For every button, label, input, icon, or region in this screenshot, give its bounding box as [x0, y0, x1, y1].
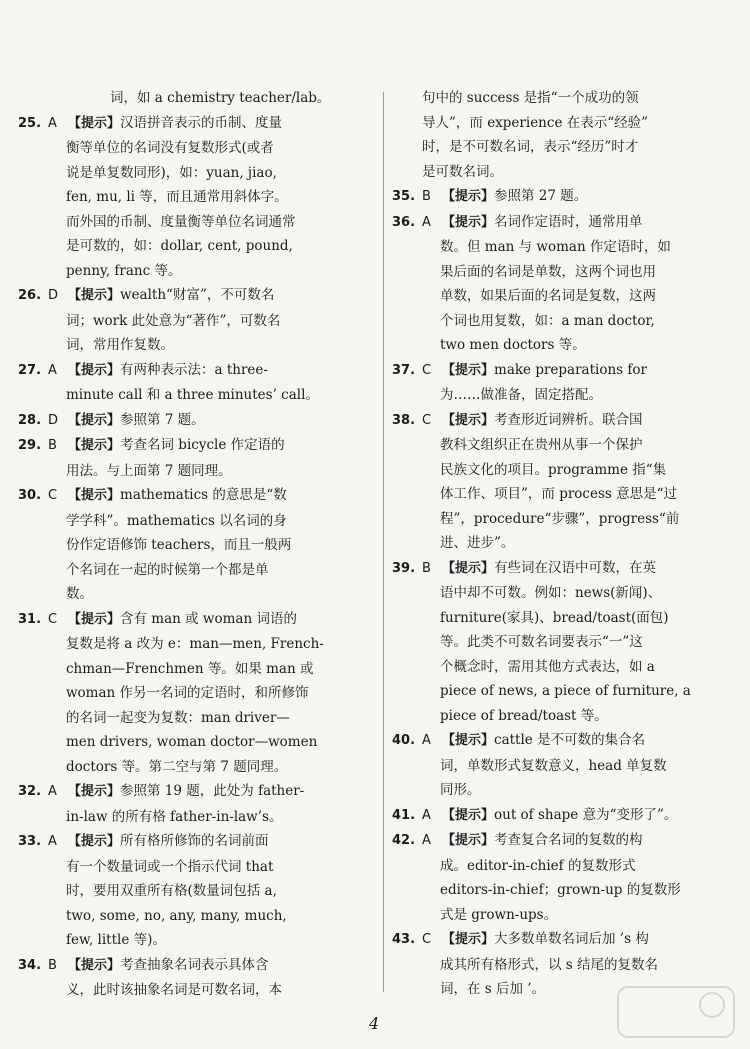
answer-letter: C [422, 362, 432, 378]
answer-item-39 [392, 556, 696, 729]
line-text: cattle 是不可数的集合名 [494, 732, 646, 748]
line-text: 大多数单数名词后加 ’s 构 [494, 931, 649, 947]
question-number: 34. [18, 957, 42, 973]
text-line [392, 828, 696, 854]
line-text: 式是 grown-ups。 [440, 906, 558, 923]
answer-continuation [392, 86, 696, 184]
text-line [18, 953, 374, 979]
question-number: 25. [18, 115, 42, 131]
text-line [18, 533, 374, 558]
line-text: 词，常用作复数。 [66, 337, 174, 353]
text-line [392, 679, 696, 704]
line-text: 有两种表示法：a three- [120, 361, 268, 378]
line-text: 数。 [66, 586, 93, 602]
answer-letter: B [48, 438, 57, 453]
text-line [392, 903, 696, 928]
line-text: 词；work 此处意为“著作”，可数名 [66, 312, 281, 329]
text-line [18, 358, 374, 384]
watermark-logo [616, 983, 736, 1041]
text-line [392, 210, 696, 236]
text-line [392, 556, 696, 582]
text-line [392, 86, 696, 111]
hint-tag: 【提示】 [68, 488, 121, 503]
hint-tag: 【提示】 [68, 412, 121, 428]
line-text: 民族文化的项目。programme 指“集 [440, 461, 667, 478]
answer-item-42 [392, 828, 696, 927]
line-text: 考查抽象名词表示具体含 [120, 956, 269, 973]
line-text: two, some, no, any, many, much, [66, 907, 287, 924]
question-number: 27. [18, 362, 42, 378]
line-text: 单数，如果后面的名词是复数，这两 [440, 288, 656, 304]
text-line [18, 582, 374, 607]
text-line [18, 855, 374, 880]
right-column [392, 86, 696, 1002]
text-line [18, 928, 374, 953]
line-text: 说是单复数同形)，如：yuan, jiao, [66, 164, 277, 181]
question-number: 36. [392, 214, 416, 230]
line-text: 考查形近词辨析。联合国 [494, 411, 643, 428]
line-text: fen, mu, li 等，而且通常用斜体字。 [66, 189, 288, 205]
line-text: editors-in-chief；grown-up 的复数形 [440, 882, 681, 898]
text-line [18, 607, 374, 633]
line-text: 参照第 7 题。 [120, 411, 205, 428]
text-line [18, 805, 374, 830]
line-text: 参照第 19 题，此处为 father- [120, 783, 305, 799]
answer-letter: C [422, 412, 432, 428]
answer-continuation [18, 86, 374, 111]
text-line [392, 358, 696, 384]
line-text: 而外国的币制、度量衡等单位名词通常 [66, 213, 296, 230]
question-number: 42. [392, 833, 416, 848]
hint-tag: 【提示】 [68, 957, 121, 973]
text-line [18, 829, 374, 855]
text-line [392, 433, 696, 458]
hint-tag: 【提示】 [442, 833, 495, 848]
text-line [392, 531, 696, 556]
hint-tag: 【提示】 [68, 834, 121, 849]
text-line [392, 630, 696, 655]
hint-tag: 【提示】 [442, 932, 495, 947]
hint-tag: 【提示】 [68, 362, 121, 378]
question-number: 41. [392, 807, 416, 823]
text-line [18, 283, 374, 309]
line-text: 句中的 success 是指“一个成功的领 [422, 90, 639, 106]
text-line [18, 558, 374, 583]
line-text: 同形。 [440, 782, 481, 798]
line-text: chman—Frenchmen 等。如果 man 或 [66, 660, 314, 677]
line-text: 时，要用双重所有格(数量词包括 a, [66, 883, 277, 899]
line-text: 成。editor-in-chief 的复数形式 [440, 857, 636, 874]
line-text: 考查名词 bicycle 作定语的 [120, 437, 285, 453]
text-line [392, 507, 696, 532]
answer-letter: B [422, 560, 431, 576]
line-text: out of shape 意为“变形了”。 [494, 806, 678, 823]
line-text: 考查复合名词的复数的构 [494, 832, 643, 848]
question-number: 26. [18, 288, 42, 303]
line-text: 所有格所修饰的名词前面 [120, 833, 269, 849]
question-number: 39. [392, 560, 416, 576]
left-column [18, 86, 374, 1003]
line-text: 用法。与上面第 7 题同理。 [66, 462, 232, 479]
line-text: 是可数的，如：dollar, cent, pound, [66, 238, 293, 254]
answer-letter: C [422, 932, 432, 947]
line-text: 义，此时该抽象名词是可数名词，本 [66, 982, 282, 998]
answer-letter: A [48, 362, 57, 378]
text-line [392, 111, 696, 136]
text-line [18, 904, 374, 929]
answer-item-31 [18, 607, 374, 780]
line-text: 衡等单位的名词没有复数形式(或者 [66, 140, 274, 156]
text-line [18, 333, 374, 358]
line-text: 程”，procedure“步骤”，progress“前 [440, 510, 680, 527]
text-line [18, 509, 374, 534]
text-line [392, 333, 696, 358]
answer-letter: A [48, 115, 57, 131]
answer-item-41 [392, 803, 696, 829]
line-text: 体工作、项目”，而 process 意思是“过 [440, 486, 678, 502]
line-text: 词，单数形式复数意义，head 单复数 [440, 757, 667, 774]
text-line [18, 408, 374, 434]
text-line [392, 408, 696, 434]
text-line [392, 953, 696, 978]
text-line [392, 160, 696, 185]
answer-item-27 [18, 358, 374, 408]
question-number: 30. [18, 488, 42, 503]
text-line [18, 779, 374, 805]
hint-tag: 【提示】 [442, 733, 495, 748]
line-text: penny, franc 等。 [66, 262, 182, 279]
answer-item-34 [18, 953, 374, 1003]
line-text: 是可数名词。 [422, 163, 503, 180]
answer-letter: A [422, 214, 431, 230]
question-number: 29. [18, 438, 42, 453]
answer-item-29 [18, 433, 374, 483]
answer-letter: C [48, 611, 58, 627]
text-line [392, 854, 696, 879]
question-number: 38. [392, 412, 416, 428]
line-text: few, little 等)。 [66, 932, 166, 948]
answer-item-38 [392, 408, 696, 556]
hint-tag: 【提示】 [442, 362, 495, 378]
answer-item-33 [18, 829, 374, 953]
line-text: woman 作另一名词的定语时，和所修饰 [66, 685, 309, 701]
line-text: 成其所有格形式，以 s 结尾的复数名 [440, 956, 659, 973]
line-text: in-law 的所有格 father-in-law’s。 [66, 808, 283, 825]
line-text: 词，在 s 后加 ’。 [440, 981, 546, 997]
text-line [392, 383, 696, 408]
line-text: 名词作定语时，通常用单 [494, 213, 643, 230]
text-line [392, 309, 696, 334]
question-number: 37. [392, 362, 416, 378]
line-text: 学学科”。mathematics 以名词的身 [66, 512, 287, 529]
question-number: 28. [18, 412, 42, 428]
text-line [18, 210, 374, 235]
text-line [392, 284, 696, 309]
text-line [18, 632, 374, 657]
text-line [392, 878, 696, 903]
line-text: 有些词在汉语中可数，在英 [494, 559, 657, 576]
line-text: 语中却不可数。例如：news(新闻)、 [440, 585, 662, 601]
text-line [18, 234, 374, 259]
line-text: 个词也用复数，如：a man doctor, [440, 312, 655, 329]
hint-tag: 【提示】 [442, 214, 495, 230]
answer-letter: A [422, 807, 431, 823]
line-text: 果后面的名词是单数，这两个词也用 [440, 263, 656, 280]
answer-letter: A [48, 834, 57, 849]
text-line [18, 459, 374, 484]
question-number: 32. [18, 784, 42, 799]
text-line [18, 755, 374, 780]
text-line [18, 657, 374, 682]
line-text: 的名词一起变为复数：man driver— [66, 709, 290, 726]
text-line [18, 879, 374, 904]
line-text: 词，如 a chemistry teacher/lab。 [110, 90, 331, 106]
line-text: 等。此类不可数名词要表示“一”这 [440, 634, 643, 650]
line-text: make preparations for [494, 361, 647, 378]
question-number: 33. [18, 834, 42, 849]
answer-letter: A [48, 784, 57, 799]
hint-tag: 【提示】 [68, 784, 121, 799]
hint-tag: 【提示】 [442, 189, 495, 204]
line-text: 含有 man 或 woman 词语的 [120, 610, 297, 627]
text-line [18, 706, 374, 731]
answer-letter: A [422, 733, 431, 748]
text-line [18, 483, 374, 509]
hint-tag: 【提示】 [68, 288, 121, 303]
line-text: 为……做准备，固定搭配。 [440, 387, 602, 403]
hint-tag: 【提示】 [68, 438, 121, 453]
text-line [18, 383, 374, 408]
answer-item-30 [18, 483, 374, 607]
text-line [392, 458, 696, 483]
text-line [392, 482, 696, 507]
hint-tag: 【提示】 [442, 412, 495, 428]
text-line [18, 185, 374, 210]
text-line [392, 135, 696, 160]
text-line [392, 184, 696, 210]
hint-tag: 【提示】 [68, 115, 121, 131]
line-text: 有一个数量词或一个指示代词 that [66, 858, 274, 875]
text-line [392, 704, 696, 729]
line-text: 汉语拼音表示的币制、度量 [120, 114, 283, 131]
question-number: 43. [392, 932, 416, 947]
line-text: 份作定语修饰 teachers，而且一般两 [66, 537, 292, 553]
line-text: mathematics 的意思是“数 [120, 487, 287, 503]
text-line [392, 728, 696, 754]
text-line [392, 655, 696, 680]
text-line [18, 730, 374, 755]
text-line [392, 754, 696, 779]
answer-letter: B [48, 957, 57, 973]
line-text: 复数是将 a 改为 e：man—men, French- [66, 636, 324, 652]
text-line [392, 927, 696, 953]
text-line [18, 111, 374, 137]
line-text: piece of news, a piece of furniture, a [440, 683, 691, 699]
line-text: 参照第 27 题。 [494, 188, 588, 204]
line-text: 个概念时，需用其他方式表达，如 a [440, 658, 655, 675]
text-line [392, 235, 696, 260]
answer-item-26 [18, 283, 374, 358]
text-line [18, 86, 374, 111]
text-line [18, 309, 374, 334]
hint-tag: 【提示】 [442, 560, 495, 576]
answer-item-37 [392, 358, 696, 408]
column-divider [383, 92, 384, 992]
line-text: 导人”，而 experience 在表示“经验” [422, 114, 649, 131]
answer-item-36 [392, 210, 696, 358]
line-text: 数。但 man 与 woman 作定语时，如 [440, 239, 671, 255]
line-text: 时，是不可数名词，表示“经历”时才 [422, 139, 639, 155]
text-line [392, 260, 696, 285]
line-text: wealth“财富”，不可数名 [120, 287, 275, 303]
line-text: 进、进步”。 [440, 535, 515, 551]
text-line [392, 778, 696, 803]
text-line [392, 581, 696, 606]
text-line [18, 681, 374, 706]
text-line [392, 606, 696, 631]
line-text: minute call 和 a three minutes’ call。 [66, 387, 319, 403]
text-line [392, 803, 696, 829]
line-text: 教科文组织正在贵州从事一个保护 [440, 437, 643, 453]
line-text: men drivers, woman doctor—women [66, 734, 318, 750]
hint-tag: 【提示】 [68, 611, 121, 627]
page-number: 4 [369, 1014, 380, 1033]
text-line [18, 161, 374, 186]
answer-letter: C [48, 488, 58, 503]
line-text: 个名词在一起的时候第一个都是单 [66, 561, 269, 578]
question-number: 40. [392, 733, 416, 748]
text-line [18, 433, 374, 459]
question-number: 31. [18, 611, 42, 627]
text-line [18, 978, 374, 1003]
line-text: piece of bread/toast 等。 [440, 707, 608, 724]
hint-tag: 【提示】 [442, 807, 495, 823]
answer-letter: D [48, 288, 59, 303]
answer-item-25 [18, 111, 374, 284]
answer-item-32 [18, 779, 374, 829]
text-line [18, 136, 374, 161]
answer-item-28 [18, 408, 374, 434]
line-text: doctors 等。第二空与第 7 题同理。 [66, 758, 288, 775]
question-number: 35. [392, 189, 416, 204]
answer-item-35 [392, 184, 696, 210]
answer-letter: A [422, 833, 431, 848]
line-text: furniture(家具)、bread/toast(面包) [440, 609, 669, 626]
text-line [18, 259, 374, 284]
answer-item-40 [392, 728, 696, 803]
answer-letter: B [422, 189, 431, 204]
answer-letter: D [48, 412, 59, 428]
line-text: two men doctors 等。 [440, 337, 586, 353]
